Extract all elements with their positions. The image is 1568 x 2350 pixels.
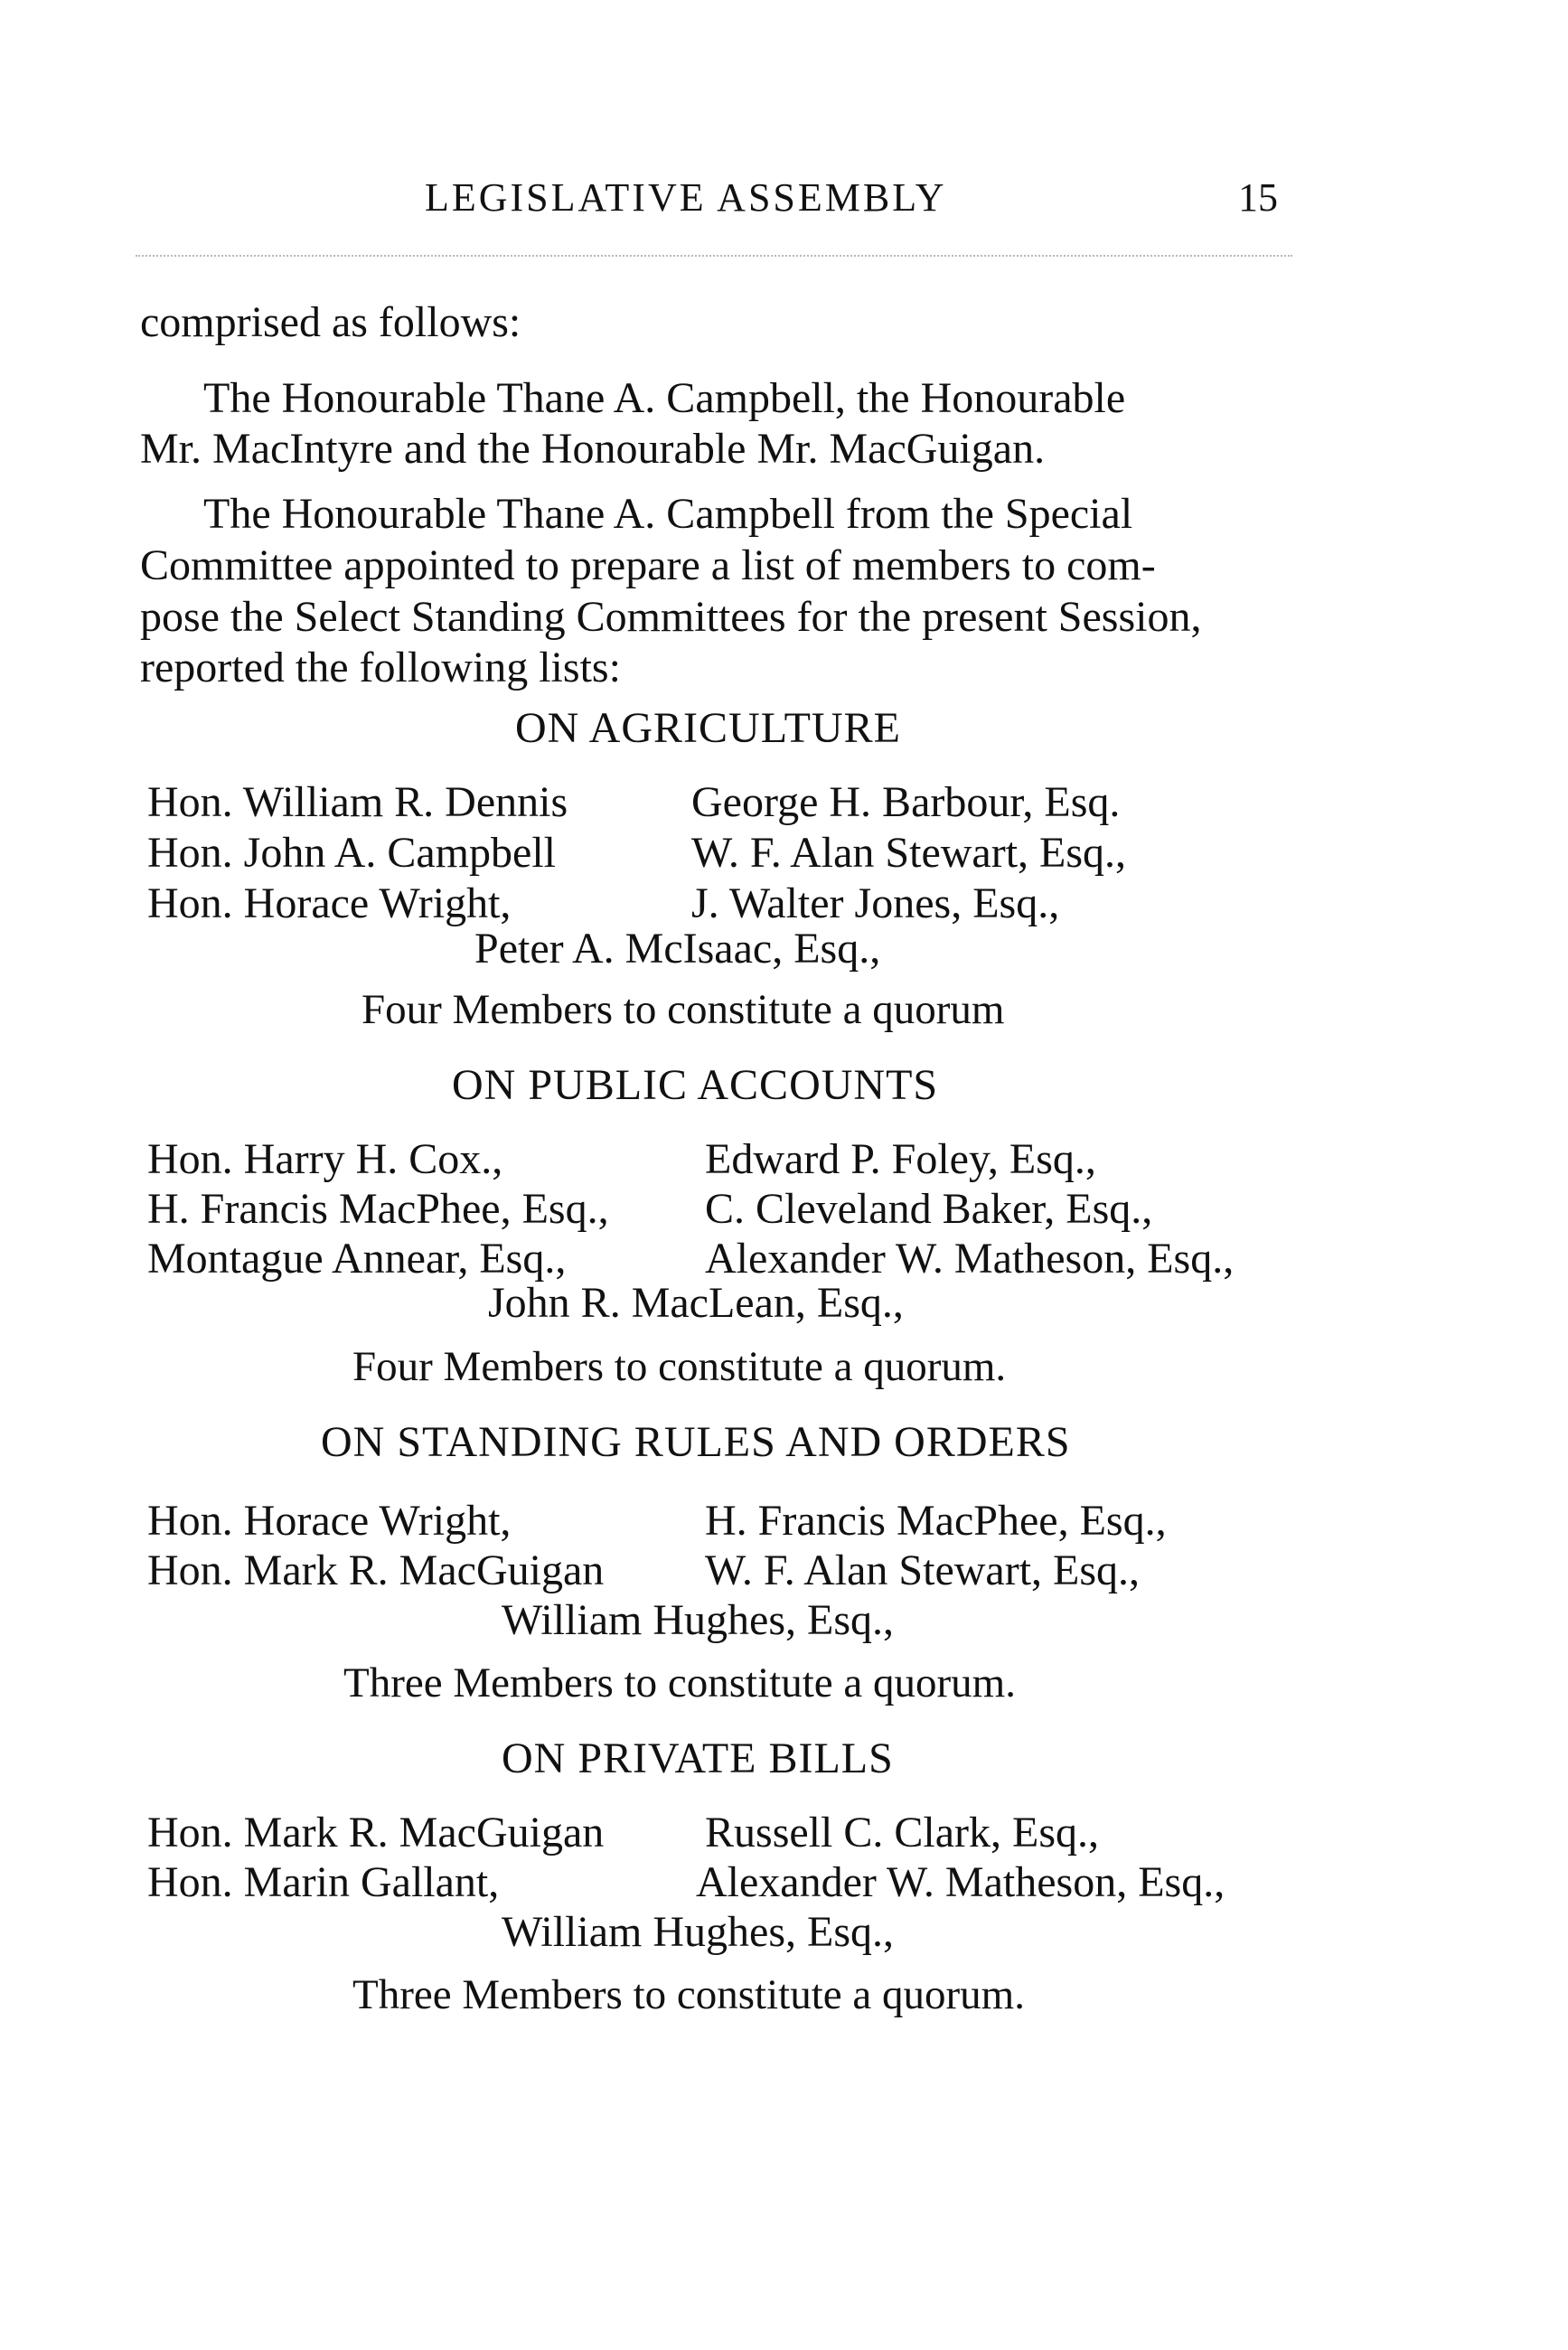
member-name: Alexander W. Matheson, Esq., — [696, 1858, 1225, 1906]
member-name: Hon. William R. Dennis — [147, 778, 568, 826]
member-name: Hon. Mark R. MacGuigan — [147, 1809, 605, 1856]
member-name: Montague Annear, Esq., — [147, 1235, 567, 1283]
member-name: Peter A. McIsaac, Esq., — [474, 925, 881, 973]
committee-heading: ON PRIVATE BILLS — [502, 1734, 894, 1782]
paragraph-line: pose the Select Standing Committees for the present Session, — [140, 593, 1202, 641]
committee-heading: ON PUBLIC ACCOUNTS — [452, 1061, 939, 1109]
member-name: W. F. Alan Stewart, Esq., — [691, 829, 1127, 877]
quorum-note: Three Members to constitute a quorum. — [343, 1659, 1016, 1706]
member-name: Hon. Mark R. MacGuigan — [147, 1546, 605, 1594]
quorum-note: Three Members to constitute a quorum. — [352, 1971, 1025, 2018]
member-name: Hon. Harry H. Cox., — [147, 1135, 503, 1183]
quorum-note: Four Members to constitute a quorum — [361, 986, 1005, 1033]
member-name: George H. Barbour, Esq. — [691, 778, 1121, 826]
member-name: William Hughes, Esq., — [502, 1908, 895, 1956]
member-name: Hon. Horace Wright, — [147, 1497, 512, 1545]
member-name: Russell C. Clark, Esq., — [705, 1809, 1100, 1856]
member-name: John R. MacLean, Esq., — [488, 1279, 904, 1327]
running-header-title: LEGISLATIVE ASSEMBLY — [425, 175, 947, 220]
member-name: J. Walter Jones, Esq., — [691, 879, 1060, 927]
quorum-note: Four Members to constitute a quorum. — [352, 1343, 1007, 1390]
paragraph-line: The Honourable Thane A. Campbell from the Special — [203, 490, 1133, 538]
paragraph-line: The Honourable Thane A. Campbell, the Honourable — [203, 374, 1126, 422]
member-name: H. Francis MacPhee, Esq., — [147, 1185, 609, 1233]
member-name: Hon. Horace Wright, — [147, 879, 512, 927]
committee-heading: ON AGRICULTURE — [515, 704, 901, 752]
member-name: H. Francis MacPhee, Esq., — [705, 1497, 1167, 1545]
member-name: William Hughes, Esq., — [502, 1596, 895, 1644]
paragraph-line: Committee appointed to prepare a list of members to com- — [140, 541, 1156, 589]
committee-heading: ON STANDING RULES AND ORDERS — [321, 1418, 1071, 1466]
paragraph-line: Mr. MacIntyre and the Honourable Mr. MacGuigan. — [140, 425, 1046, 473]
member-name: Edward P. Foley, Esq., — [705, 1135, 1096, 1183]
member-name: Alexander W. Matheson, Esq., — [705, 1235, 1235, 1283]
member-name: W. F. Alan Stewart, Esq., — [705, 1546, 1141, 1594]
member-name: Hon. Marin Gallant, — [147, 1858, 500, 1906]
header-divider — [136, 255, 1292, 257]
intro-line: comprised as follows: — [140, 298, 521, 346]
paragraph-line: reported the following lists: — [140, 644, 621, 691]
member-name: Hon. John A. Campbell — [147, 829, 556, 877]
member-name: C. Cleveland Baker, Esq., — [705, 1185, 1153, 1233]
page-number: 15 — [1238, 175, 1278, 220]
